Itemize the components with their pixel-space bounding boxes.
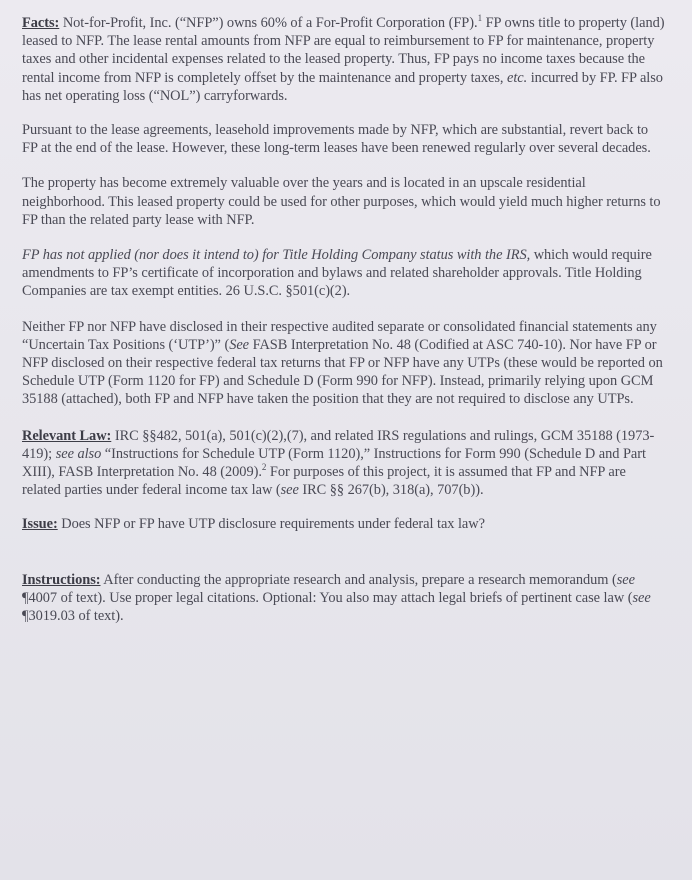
instructions-text-c: ¶3019.03 of text).: [22, 608, 124, 625]
instructions-see-1: see: [616, 571, 635, 588]
relevant-law-paragraph: [22, 427, 666, 500]
footnote-marker-2: 2: [261, 462, 267, 473]
footnote-marker-1: 1: [477, 13, 483, 24]
utp-text-a: Neither FP nor NFP have disclosed in their respective audited separate or consolidated financial statements any “Uncertain Tax Positions (‘UTP’)” (: [22, 318, 657, 353]
fp-status-italic: FP has not applied (nor does it intend to) for Title Holding Company status with the IRS,: [22, 247, 531, 264]
facts-paragraph: [22, 14, 666, 105]
law-see: see: [280, 482, 299, 499]
law-see-also: see also: [55, 445, 102, 462]
law-text-d: IRC §§ 267(b), 318(a), 707(b)).: [298, 482, 484, 499]
utp-disclosure-paragraph: [22, 318, 666, 409]
facts-text-b: FP owns title to property (land) leased to NFP. The lease rental amounts from NFP are equal to reimbursement to FP for maintenance, property taxes and other incidental expenses related to the leased property. Thus, FP pays no income taxes because the rental income from NFP is completely offset by the maintenance and property taxes,: [22, 15, 665, 86]
issue-heading: Issue:: [22, 516, 58, 533]
facts-text-c: incurred by FP. FP also has net operating loss (“NOL”) carryforwards.: [22, 69, 663, 104]
pursuant-paragraph: Pursuant to the lease agreements, leasehold improvements made by NFP, which are substantial, revert back to FP at the end of the lease. However, these long-term leases have been renewed regularly over several decades.: [22, 122, 651, 157]
utp-text-b: FASB Interpretation No. 48 (Codified at ASC 740-10). Nor have FP or NFP disclosed on their respective federal tax returns that FP or NFP have any UTPs (these would be reported on Schedule UTP (Form 1120 for FP) and Schedule D (Form 990 for NFP). Instead, primarily relying upon GCM 35188 (attached), both FP and NFP have taken the position that they are not required to disclose any UTPs.: [22, 336, 663, 408]
issue-paragraph: [22, 515, 666, 533]
facts-text-a: Not-for-Profit, Inc. (“NFP”) owns 60% of a For-Profit Corporation (FP).: [59, 15, 478, 31]
instructions-text-a: After conducting the appropriate research and analysis, prepare a research memorandum (: [100, 571, 617, 588]
facts-heading: Facts:: [22, 15, 60, 31]
instructions-paragraph: [22, 571, 666, 626]
instructions-text-b: ¶4007 of text). Use proper legal citations. Optional: You also may attach legal briefs of pertinent case law (: [22, 589, 633, 606]
instructions-heading: Instructions:: [22, 571, 101, 588]
facts-etc: etc.: [507, 69, 528, 86]
utp-see: See: [229, 336, 250, 353]
issue-text: Does NFP or FP have UTP disclosure requirements under federal tax law?: [57, 516, 485, 533]
fp-status-paragraph: [22, 246, 666, 301]
fp-status-text: which would require amendments to FP’s certificate of incorporation and bylaws and related shareholder approvals. Title Holding Companies are tax exempt entities. 26 U.S.C. §501(c)(2).: [22, 247, 652, 300]
instructions-see-2: see: [632, 589, 651, 606]
law-text-c: For purposes of this project, it is assumed that FP and NFP are related parties under federal income tax law (: [22, 464, 626, 499]
property-paragraph: The property has become extremely valuable over the years and is located in an upscale residential neighborhood. This leased property could be used for other purposes, which would yield much higher returns to FP than the related party lease with NFP.: [22, 175, 661, 228]
law-text-b: “Instructions for Schedule UTP (Form 1120),” Instructions for Form 990 (Schedule D and Part XIII), FASB Interpretation No. 48 (2009).: [22, 445, 646, 481]
relevant-law-heading: Relevant Law:: [22, 427, 112, 444]
law-text-a: IRC §§482, 501(a), 501(c)(2),(7), and related IRS regulations and rulings, GCM 35188 (1973-419);: [22, 427, 655, 462]
